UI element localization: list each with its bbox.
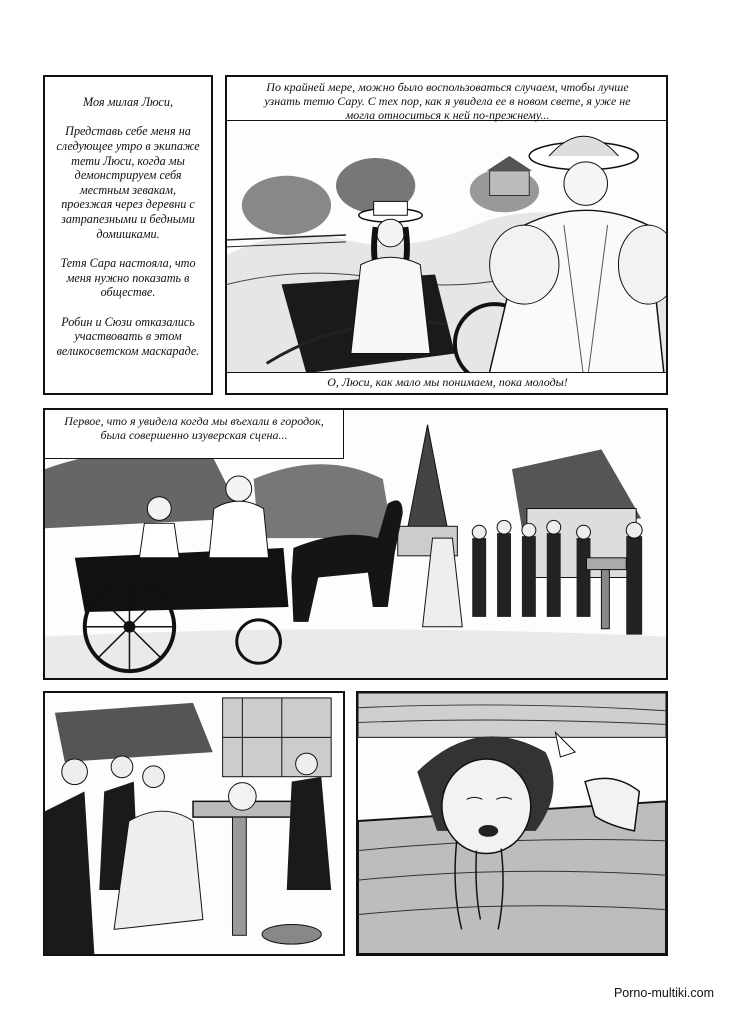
watermark: Porno-multiki.com <box>613 986 714 1000</box>
letter-text: Моя милая Люси, Представь себе меня на следующее утро в экипаже тети Люси, когда мы демонстрируем себя местным зевакам, проезжая через деревни с затрапезными и бедными домишками. Тетя Сара настояла, что меня нужно показать в обществе. Робин и Сюзи отказались участвовать в этом великосветском маскараде. <box>56 95 200 358</box>
closeup-stocks-illustration <box>358 693 666 954</box>
crowd-pillory-illustration <box>45 693 343 954</box>
panel-closeup-stocks <box>356 691 668 956</box>
panel-crowd-pillory <box>43 691 345 956</box>
panel-letter <box>43 75 213 395</box>
carriage-portrait-illustration <box>227 77 666 393</box>
panel2-top-caption: По крайней мере, можно было воспользоваться случаем, чтобы лучше узнать тетю Сару. С тех пор, как я увидела ее в новом свете, я уже не могла относиться к ней по-прежнему... <box>226 76 668 121</box>
panel-village-scene <box>43 408 668 680</box>
panel3-caption: Первое, что я увидела когда мы въехали в городок, была совершенно изуверская сцена... <box>44 409 344 459</box>
panel-carriage-portrait <box>225 75 668 395</box>
panel2-bottom-caption: О, Люси, как мало мы понимаем, пока молоды! <box>226 372 668 394</box>
